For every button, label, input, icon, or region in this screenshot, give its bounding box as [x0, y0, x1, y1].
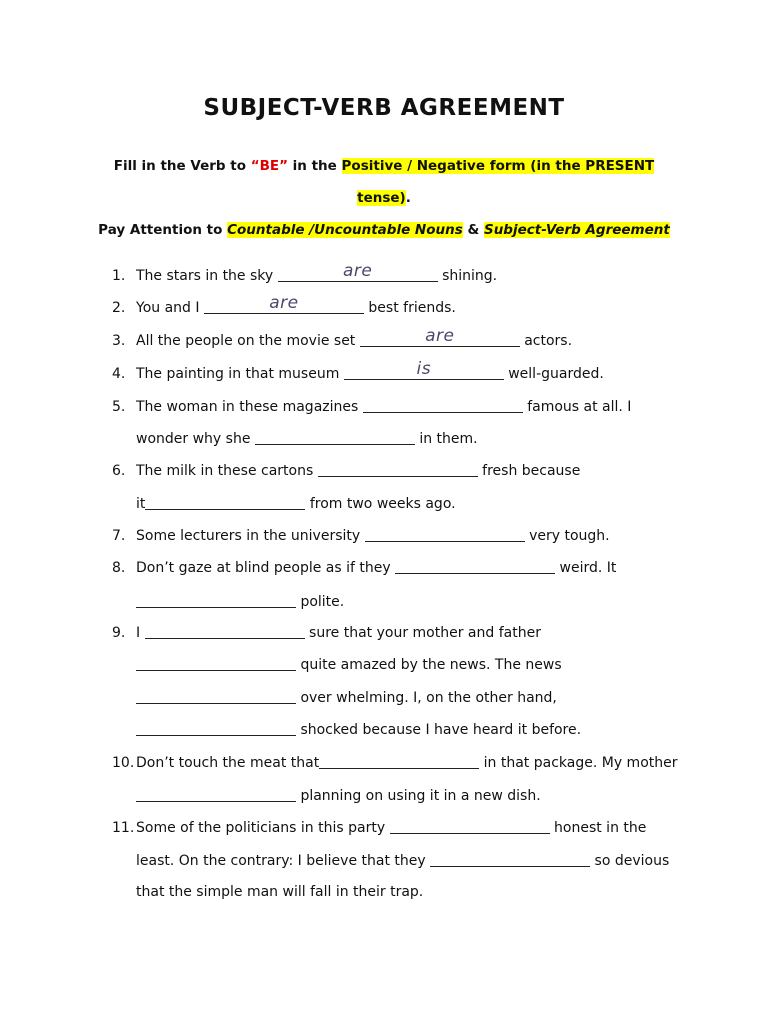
answer-blank[interactable] — [344, 359, 504, 380]
instruction-line-2 — [0, 190, 768, 206]
question-text: best friends. — [363, 300, 456, 316]
question-text: in them. — [414, 431, 478, 447]
answer-blank[interactable] — [365, 527, 525, 542]
question-number: 10. — [112, 755, 135, 771]
question-text: The painting in that museum — [136, 366, 344, 382]
question-text: I — [136, 625, 145, 641]
question-9 — [112, 624, 541, 641]
question-number: 1. — [112, 268, 126, 284]
question-text: The milk in these cartons — [136, 463, 318, 479]
question-text: shining. — [437, 268, 498, 284]
question-number: 8. — [112, 560, 126, 576]
instruction-text: . — [405, 190, 411, 206]
answer-blank[interactable] — [430, 852, 590, 867]
question-text: over whelming. I, on the other hand, — [296, 690, 557, 706]
question-text: actors. — [519, 333, 573, 349]
question-text: polite. — [296, 594, 345, 610]
question-11-continued-2 — [136, 884, 423, 900]
question-text: weird. It — [555, 560, 617, 576]
answer-blank[interactable] — [395, 559, 555, 574]
question-text: Don’t gaze at blind people as if they — [136, 560, 396, 576]
question-8 — [112, 559, 616, 576]
answer-blank[interactable] — [255, 430, 415, 445]
question-text: fresh because — [477, 463, 581, 479]
question-text: it — [136, 496, 146, 512]
question-11-continued-1 — [136, 852, 669, 869]
handwritten-answer: are — [425, 326, 455, 346]
question-text: sure that your mother and father — [304, 625, 541, 641]
instruction-line-1 — [0, 158, 768, 174]
answer-blank[interactable] — [136, 721, 296, 736]
instruction-text: Fill in the Verb to — [113, 158, 251, 174]
question-text: shocked because I have heard it before. — [296, 722, 582, 738]
answer-blank[interactable] — [360, 326, 520, 347]
question-text: least. On the contrary: I believe that they — [136, 853, 431, 869]
answer-blank[interactable] — [363, 398, 523, 413]
question-9-continued-1 — [136, 656, 562, 673]
question-text: that the simple man will fall in their trap. — [136, 884, 424, 900]
answer-blank[interactable] — [136, 656, 296, 671]
question-text: The stars in the sky — [136, 268, 278, 284]
positive-negative-highlight: Positive / Negative form (in the PRESENT — [341, 158, 655, 174]
countable-highlight: Countable /Uncountable Nouns — [227, 222, 463, 238]
question-9-continued-3 — [136, 721, 581, 738]
answer-blank[interactable] — [136, 689, 296, 704]
question-2 — [112, 293, 456, 316]
question-10 — [112, 754, 677, 771]
handwritten-answer: is — [416, 359, 432, 379]
instruction-line-3 — [0, 222, 768, 238]
question-text: The woman in these magazines — [136, 399, 363, 415]
question-text: wonder why she — [136, 431, 255, 447]
question-text: so devious — [590, 853, 670, 869]
question-text: Don’t touch the meat that — [136, 755, 320, 771]
instruction-text: in the — [287, 158, 342, 174]
question-6 — [112, 462, 580, 479]
question-text: very tough. — [524, 528, 610, 544]
question-text: quite amazed by the news. The news — [296, 657, 562, 673]
instruction-text: Pay Attention to — [98, 222, 228, 238]
question-number: 3. — [112, 333, 126, 349]
answer-blank[interactable] — [319, 754, 479, 769]
agreement-highlight: Subject-Verb Agreement — [483, 222, 670, 238]
answer-blank[interactable] — [145, 495, 305, 510]
answer-blank[interactable] — [318, 462, 478, 477]
question-8-continued — [136, 593, 344, 610]
question-text: Some lecturers in the university — [136, 528, 365, 544]
answer-blank[interactable] — [136, 593, 296, 608]
tense-highlight: tense) — [357, 190, 406, 206]
answer-blank[interactable] — [136, 787, 296, 802]
handwritten-answer: are — [342, 261, 373, 281]
page-title: SUBJECT-VERB AGREEMENT — [203, 95, 565, 121]
question-text: honest in the — [549, 820, 647, 836]
question-number: 6. — [112, 463, 126, 479]
answer-blank[interactable] — [390, 819, 550, 834]
question-6-continued — [136, 495, 456, 512]
question-number: 11. — [112, 820, 135, 836]
question-text: Some of the politicians in this party — [136, 820, 390, 836]
question-number: 7. — [112, 528, 126, 544]
question-5 — [112, 398, 631, 415]
question-number: 4. — [112, 366, 126, 382]
question-text: well-guarded. — [503, 366, 604, 382]
question-text: famous at all. I — [522, 399, 632, 415]
question-number: 9. — [112, 625, 126, 641]
instruction-text: & — [462, 222, 484, 238]
question-text: All the people on the movie set — [136, 333, 360, 349]
question-text: planning on using it in a new dish. — [296, 788, 541, 804]
answer-blank[interactable] — [204, 293, 364, 314]
question-text: from two weeks ago. — [305, 496, 456, 512]
question-7 — [112, 527, 610, 544]
answer-blank[interactable] — [145, 624, 305, 639]
question-9-continued-2 — [136, 689, 557, 706]
question-number: 5. — [112, 399, 126, 415]
question-11 — [112, 819, 646, 836]
question-text: You and I — [136, 300, 204, 316]
handwritten-answer: are — [269, 293, 299, 313]
question-10-continued — [136, 787, 541, 804]
question-1 — [112, 261, 498, 284]
be-highlight: “BE” — [250, 158, 288, 174]
question-3 — [112, 326, 573, 349]
question-5-continued — [136, 430, 478, 447]
question-number: 2. — [112, 300, 126, 316]
question-4 — [112, 359, 604, 382]
question-text: in that package. My mother — [479, 755, 678, 771]
answer-blank[interactable] — [278, 261, 438, 282]
